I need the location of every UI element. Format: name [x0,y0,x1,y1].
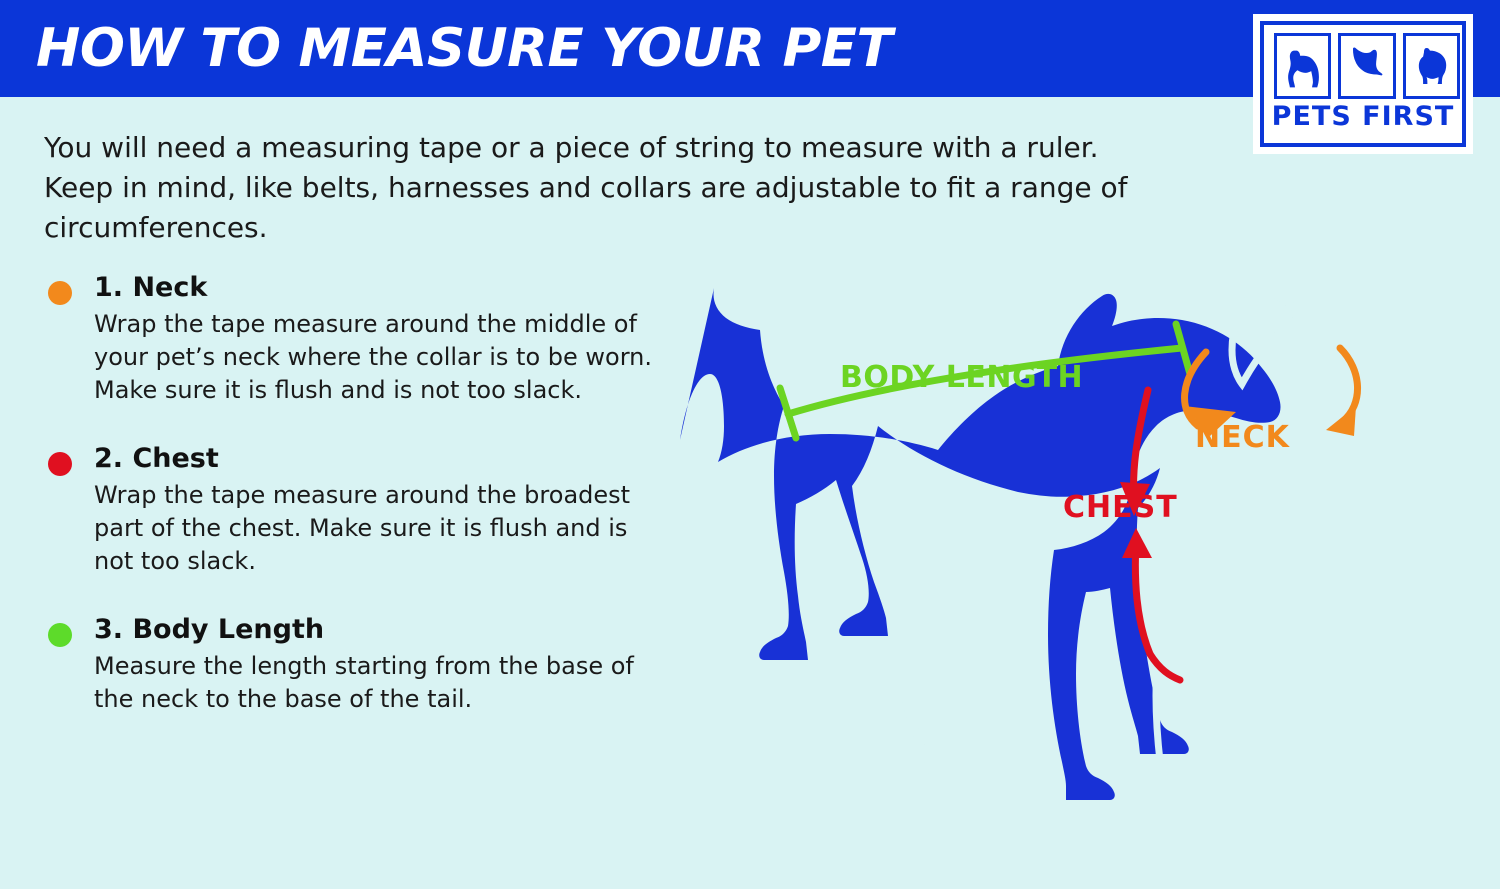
step-body: Wrap the tape measure around the middle of your pet’s neck where the collar is to be worn. Make sure it is flush and is not too slack. [94,310,652,404]
dog-leg-separation [890,640,936,788]
intro-text [44,128,1344,248]
steps-list [44,272,664,752]
neck-arrow-right [1326,406,1356,436]
dog-front-leg-separation [1156,612,1168,816]
label-body-length: BODY LENGTH [840,360,1084,395]
step-body: Measure the length starting from the base of the neck to the base of the tail. [94,652,634,713]
dog-head-icon [1338,33,1395,99]
logo-icon-frames [1274,33,1460,99]
bullet-red-icon [48,452,72,476]
step-body: Wrap the tape measure around the broadest part of the chest. Make sure it is flush and is not too slack. [94,481,631,575]
label-chest: CHEST [1063,490,1178,525]
dog-standing-icon [1403,33,1460,99]
intro-line-2: Keep in mind, like belts, harnesses and collars are adjustable to fit a range of circumferences. [44,171,1128,244]
label-neck: NECK [1195,420,1290,455]
bullet-green-icon [48,623,72,647]
step-title: 2. Chest [94,443,219,474]
step-title: 1. Neck [94,272,208,303]
logo-brand-text: PETS FIRST [1271,101,1455,132]
step-body-length [44,614,664,716]
intro-line-1: You will need a measuring tape or a piece of string to measure with a ruler. [44,131,1099,164]
step-neck [44,272,664,407]
step-title: 3. Body Length [94,614,325,645]
dog-measurement-diagram [650,240,1500,880]
bullet-orange-icon [48,281,72,305]
dog-sitting-icon [1274,33,1331,99]
page-title: HOW TO MEASURE YOUR PET [36,18,893,79]
step-chest [44,443,664,578]
